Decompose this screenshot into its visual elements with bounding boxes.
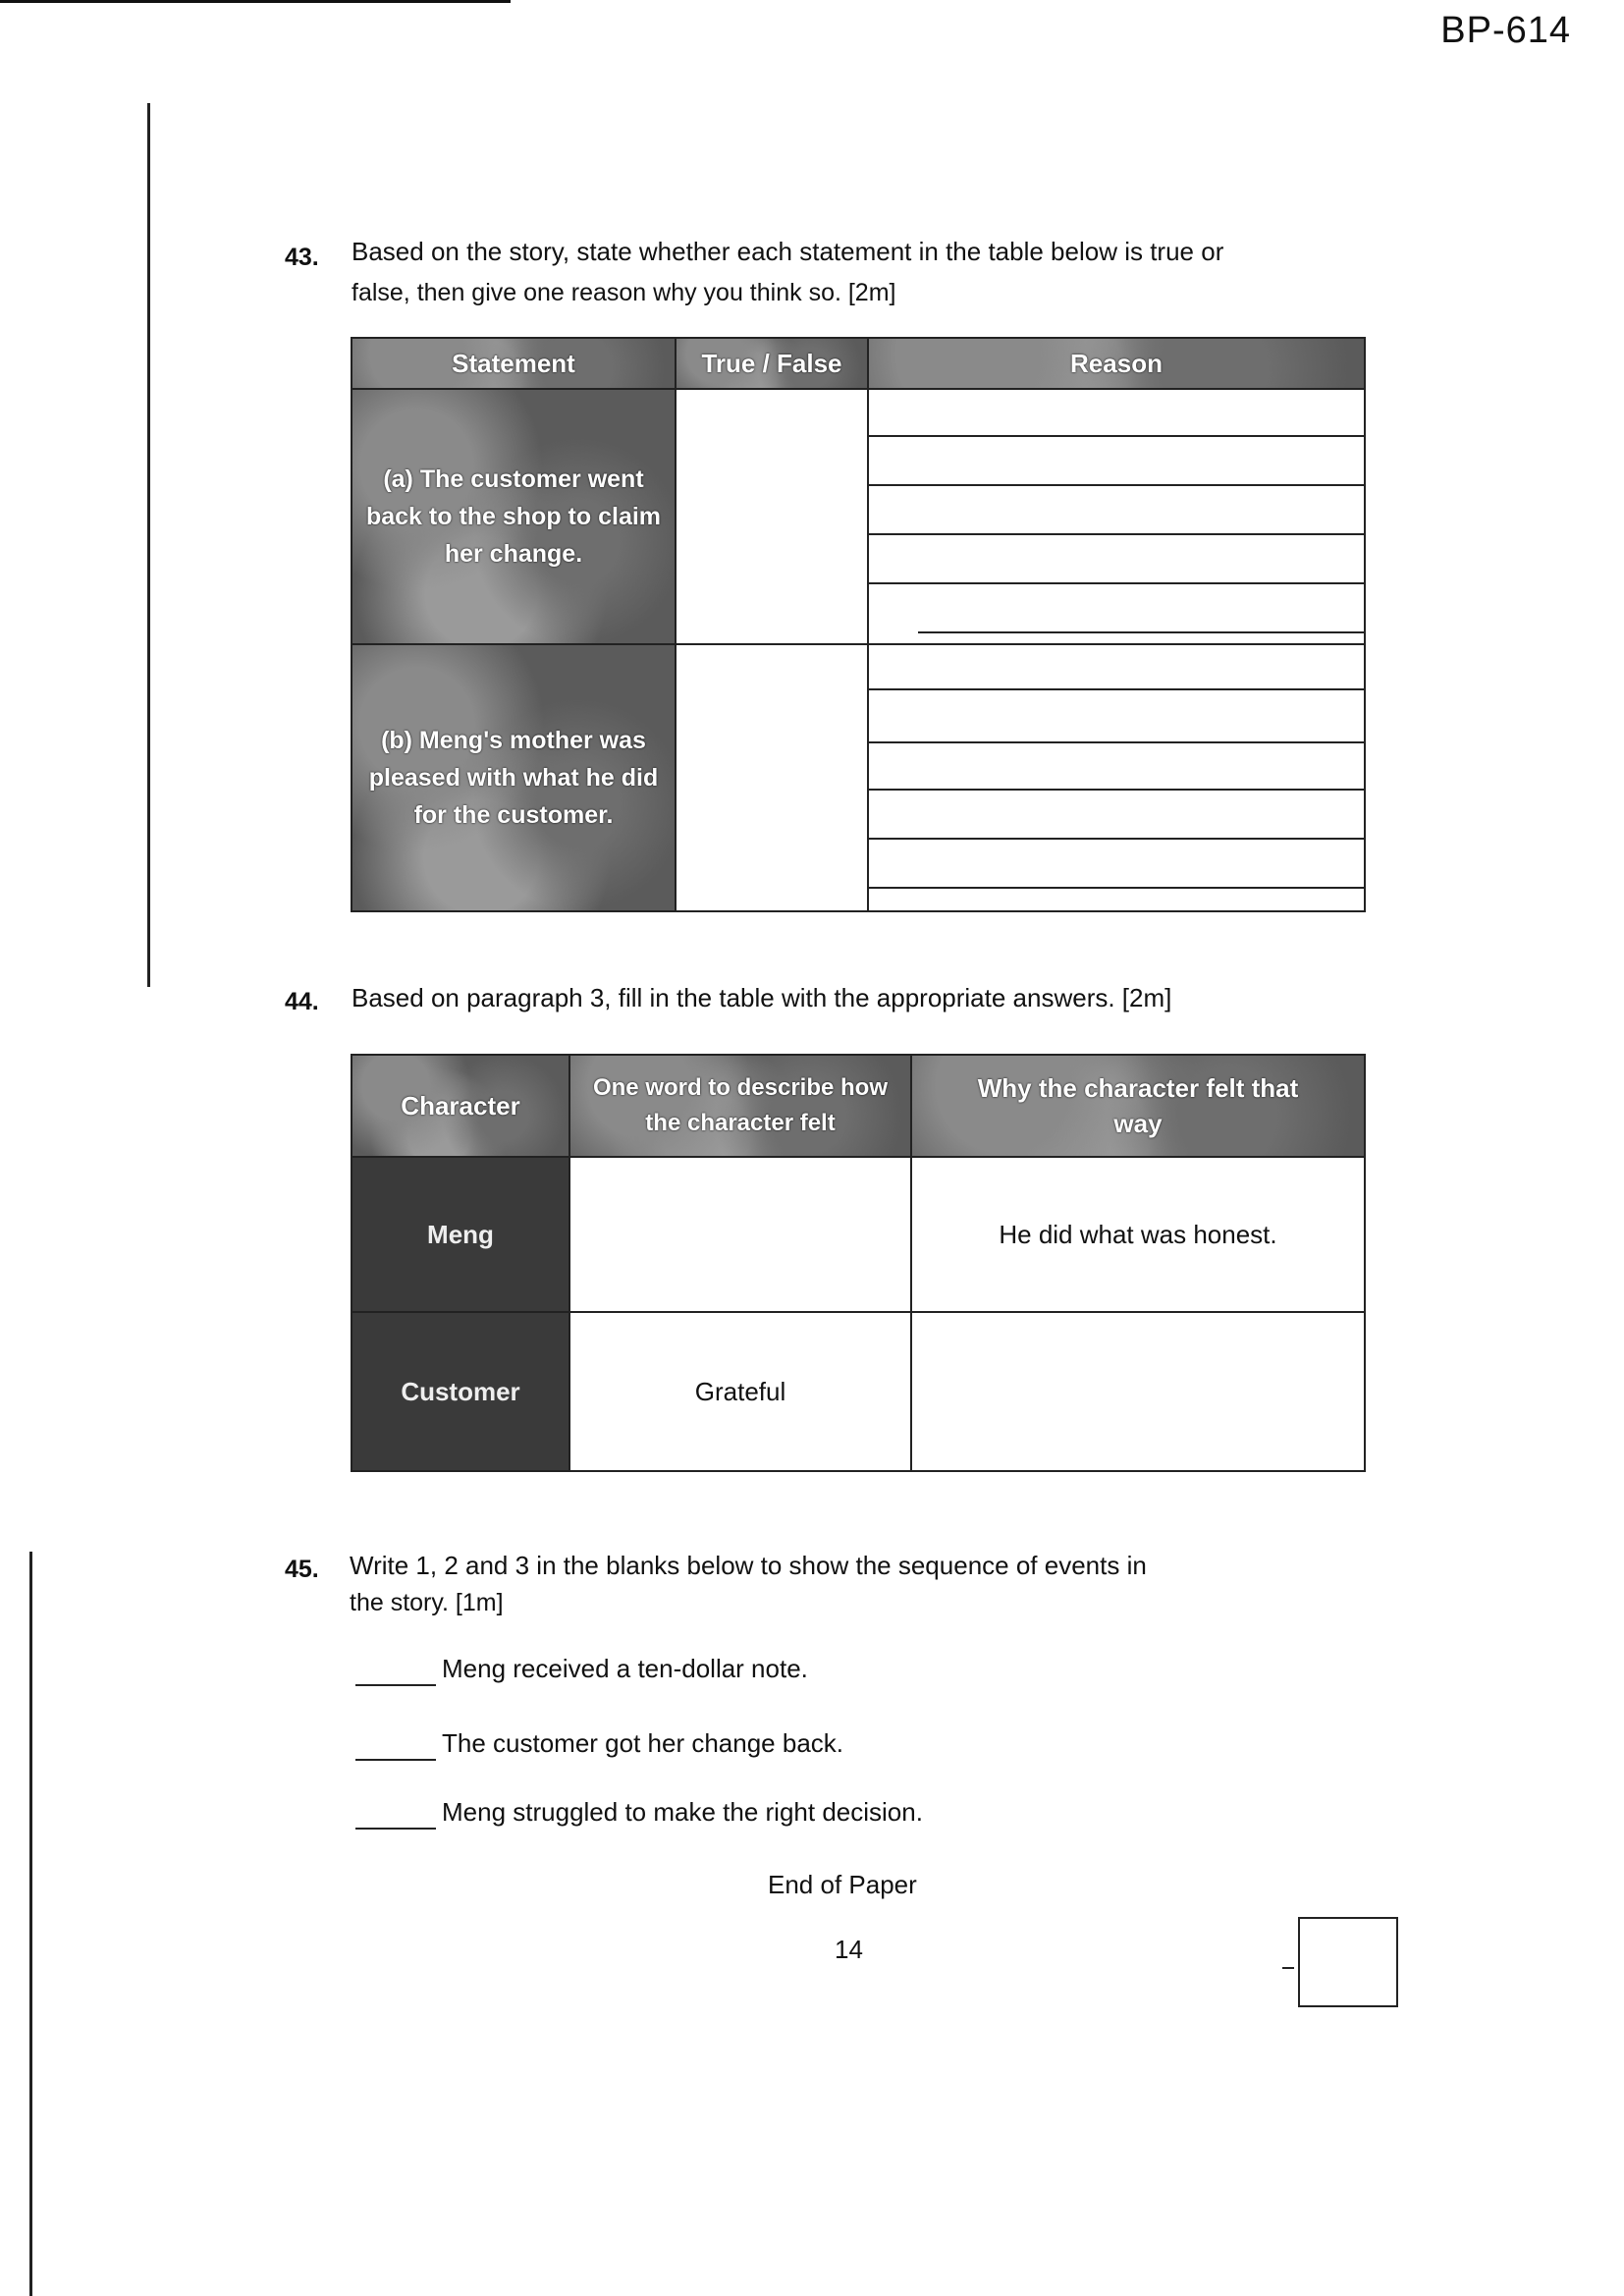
q45-blank-1[interactable] (355, 1654, 436, 1686)
q43-reason-b[interactable] (868, 644, 1365, 911)
q45-event-2 (355, 1728, 843, 1761)
q44-header-character: Character (352, 1055, 569, 1157)
margin-line (147, 103, 150, 987)
q43-header-true-false: True / False (676, 338, 868, 389)
q45-event-2-text: The customer got her change back. (442, 1728, 844, 1758)
q43-number: 43. (285, 244, 319, 271)
q45-text-line1: Write 1, 2 and 3 in the blanks below to show the sequence of events in (350, 1551, 1147, 1580)
q44-character-meng: Meng (352, 1157, 569, 1312)
q43-header-reason: Reason (868, 338, 1365, 389)
q44-character-customer: Customer (352, 1312, 569, 1471)
q45-event-1-text: Meng received a ten-dollar note. (442, 1654, 808, 1683)
top-rule (0, 0, 511, 3)
end-of-paper: End of Paper (768, 1870, 917, 1899)
q44-customer-word: Grateful (569, 1312, 911, 1471)
margin-line-lower (29, 1552, 32, 2296)
page-number: 14 (835, 1935, 863, 1964)
q44-header-why: Why the character felt that way (911, 1055, 1365, 1157)
q44-meng-word[interactable] (569, 1157, 911, 1312)
q44-table (351, 1054, 1366, 1472)
q45-blank-2[interactable] (355, 1728, 436, 1761)
q44-text: Based on paragraph 3, fill in the table with the appropriate answers. [2m] (352, 983, 1172, 1012)
score-box[interactable] (1298, 1917, 1398, 2007)
q44-customer-why[interactable] (911, 1312, 1365, 1471)
q44-header-word: One word to describe how the character felt (569, 1055, 911, 1157)
q43-table (351, 337, 1366, 912)
q43-answer-b-true-false[interactable] (676, 644, 868, 911)
q45-text-line2: the story. [1m] (350, 1589, 504, 1616)
q45-event-3-text: Meng struggled to make the right decision. (442, 1797, 923, 1827)
q43-text-line1: Based on the story, state whether each statement in the table below is true or (352, 237, 1224, 266)
paper-code: BP-614 (1440, 10, 1571, 51)
q45-event-1 (355, 1654, 808, 1686)
q45-number: 45. (285, 1556, 319, 1583)
q43-header-statement: Statement (352, 338, 676, 389)
q43-answer-a-true-false[interactable] (676, 389, 868, 644)
q43-statement-b: (b) Meng's mother was pleased with what he did for the customer. (352, 644, 676, 911)
q44-meng-why: He did what was honest. (911, 1157, 1365, 1312)
q45-event-3 (355, 1797, 923, 1830)
mark-box-dash (1282, 1967, 1294, 1969)
q43-reason-a[interactable] (868, 389, 1365, 644)
q43-statement-a: (a) The customer went back to the shop to claim her change. (352, 389, 676, 644)
q43-text-line2: false, then give one reason why you think so. [2m] (352, 279, 896, 306)
q44-number: 44. (285, 988, 319, 1015)
q45-blank-3[interactable] (355, 1797, 436, 1830)
